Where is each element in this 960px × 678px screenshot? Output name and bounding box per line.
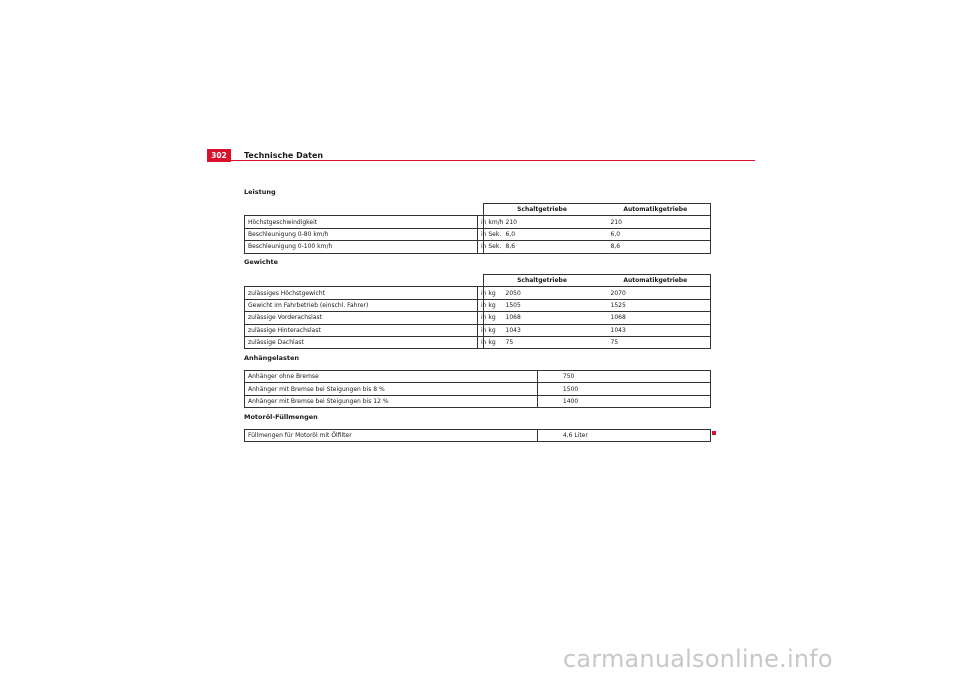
value-schaltgetriebe: 1043 [483, 324, 604, 336]
page-title: Technische Daten [244, 151, 324, 160]
table-row [245, 299, 711, 311]
table-row [245, 216, 711, 228]
row-value: 750 [537, 371, 710, 383]
value-automatikgetriebe: 6,0 [604, 228, 711, 240]
row-unit: in kg [478, 312, 484, 324]
row-value: 1400 [537, 395, 710, 407]
table-leistung [244, 203, 711, 254]
value-schaltgetriebe: 75 [483, 336, 604, 348]
table-row [245, 383, 711, 395]
value-schaltgetriebe: 6,0 [483, 228, 604, 240]
table-motoroel [244, 429, 711, 442]
table-row [245, 371, 711, 383]
row-label: Anhänger mit Bremse bei Steigungen bis 12 % [245, 395, 538, 407]
section-end-marker [712, 431, 716, 435]
header-divider [207, 160, 755, 161]
table-row [245, 287, 711, 299]
row-unit: in kg [478, 287, 484, 299]
row-label: Beschleunigung 0-80 km/h [245, 228, 478, 240]
row-unit: in Sek. [478, 241, 484, 253]
value-schaltgetriebe: 210 [483, 216, 604, 228]
page-number: 302 [207, 149, 231, 162]
section-title-gewichte: Gewichte [244, 258, 278, 266]
value-automatikgetriebe: 2070 [604, 287, 711, 299]
table-header-row [245, 275, 711, 287]
row-label: Anhänger mit Bremse bei Steigungen bis 8 % [245, 383, 538, 395]
row-label: zulässige Dachlast [245, 336, 478, 348]
watermark: carmanualsonline.info [563, 645, 833, 673]
table-row [245, 312, 711, 324]
table-row [245, 324, 711, 336]
table-row [245, 336, 711, 348]
value-automatikgetriebe: 1525 [604, 299, 711, 311]
row-value: 1500 [537, 383, 710, 395]
value-automatikgetriebe: 210 [604, 216, 711, 228]
section-title-leistung: Leistung [244, 188, 276, 196]
section-title-anhaengelasten: Anhängelasten [244, 354, 299, 362]
row-unit: in kg [478, 324, 484, 336]
column-header-automatikgetriebe: Automatikgetriebe [604, 275, 711, 287]
column-header-schaltgetriebe: Schaltgetriebe [483, 275, 604, 287]
section-title-motoroel: Motoröl-Füllmengen [244, 413, 318, 421]
row-label: Anhänger ohne Bremse [245, 371, 538, 383]
row-unit: in kg [478, 299, 484, 311]
value-schaltgetriebe: 2050 [483, 287, 604, 299]
row-label: Höchstgeschwindigkeit [245, 216, 478, 228]
row-label: zulässiges Höchstgewicht [245, 287, 478, 299]
value-schaltgetriebe: 1068 [483, 312, 604, 324]
value-automatikgetriebe: 75 [604, 336, 711, 348]
value-automatikgetriebe: 1043 [604, 324, 711, 336]
value-schaltgetriebe: 8,6 [483, 241, 604, 253]
table-row [245, 430, 711, 442]
table-row [245, 241, 711, 253]
table-row [245, 395, 711, 407]
row-unit: in km/h [478, 216, 484, 228]
table-gewichte [244, 274, 711, 349]
row-unit: in kg [478, 336, 484, 348]
row-value: 4,6 Liter [537, 430, 710, 442]
row-label: Gewicht im Fahrbetrieb (einschl. Fahrer) [245, 299, 478, 311]
column-header-automatikgetriebe: Automatikgetriebe [604, 204, 711, 216]
row-label: Beschleunigung 0-100 km/h [245, 241, 478, 253]
table-row [245, 228, 711, 240]
value-schaltgetriebe: 1505 [483, 299, 604, 311]
value-automatikgetriebe: 1068 [604, 312, 711, 324]
row-label: zulässige Hinterachslast [245, 324, 478, 336]
value-automatikgetriebe: 8,6 [604, 241, 711, 253]
row-unit: in Sek. [478, 228, 484, 240]
table-header-row [245, 204, 711, 216]
row-label: Füllmengen für Motoröl mit Ölfilter [245, 430, 538, 442]
row-label: zulässige Vorderachslast [245, 312, 478, 324]
table-anhaengelasten [244, 370, 711, 408]
column-header-schaltgetriebe: Schaltgetriebe [483, 204, 604, 216]
